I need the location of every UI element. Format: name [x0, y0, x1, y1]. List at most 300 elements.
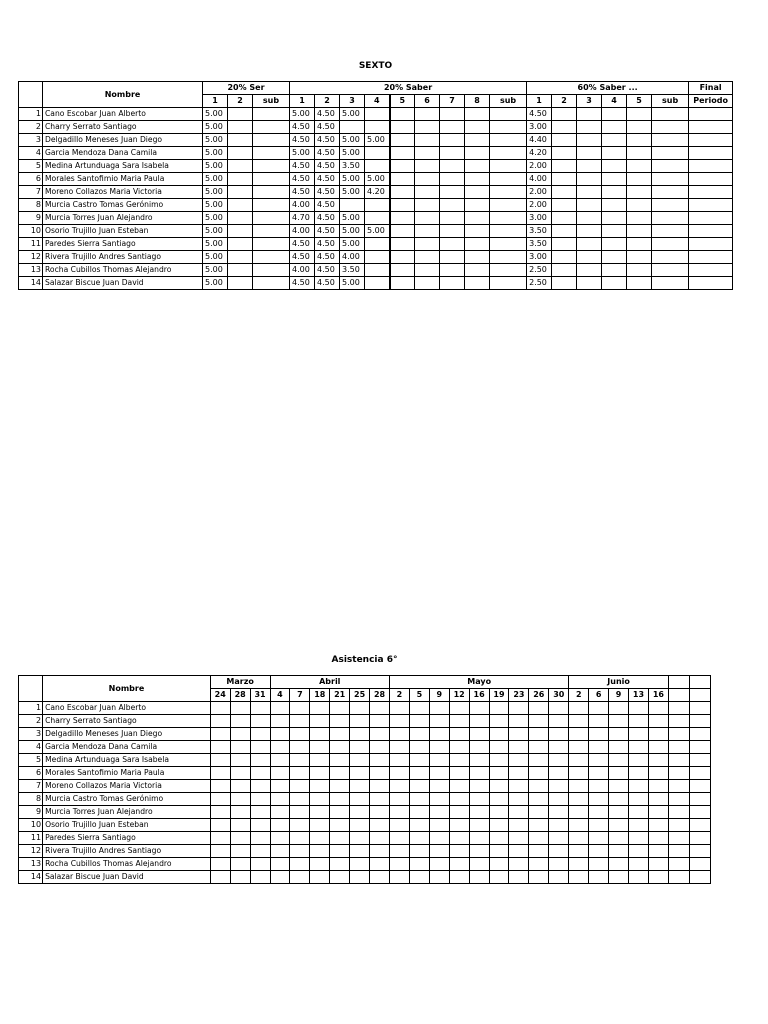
- attendance-cell: [230, 780, 250, 793]
- attendance-cell: [270, 858, 290, 871]
- attendance-cell: [330, 741, 350, 754]
- attendance-cell: [270, 871, 290, 884]
- saber-grade-7: [440, 121, 465, 134]
- attendance-cell: [210, 754, 230, 767]
- saber60-sub: [652, 199, 689, 212]
- attendance-cell: [549, 832, 569, 845]
- attendance-cell: [529, 793, 549, 806]
- ser-grade-1: 5.00: [203, 173, 228, 186]
- attendance-cell: [509, 793, 529, 806]
- attendance-cell: [390, 741, 410, 754]
- saber-grade-8: [465, 251, 490, 264]
- ser-sub: [253, 238, 290, 251]
- attendance-cell: [569, 702, 589, 715]
- saber-grade-8: [465, 212, 490, 225]
- attendance-cell: [210, 819, 230, 832]
- ser-grade-1: 5.00: [203, 212, 228, 225]
- saber60-grade-1: 4.00: [527, 173, 552, 186]
- saber60-grade-1: 4.50: [527, 108, 552, 121]
- grades-header-row: [19, 82, 733, 95]
- saber-grade-8: [465, 199, 490, 212]
- student-name: Murcia Torres Juan Alejandro: [43, 212, 203, 225]
- attendance-cell: [409, 780, 429, 793]
- saber-grade-5: [390, 199, 415, 212]
- attendance-cell: [449, 858, 469, 871]
- day-header: 9: [429, 689, 449, 702]
- saber-grade-3: 5.00: [340, 134, 365, 147]
- attendance-cell: [390, 845, 410, 858]
- day-header: [668, 689, 689, 702]
- attendance-cell: [250, 741, 270, 754]
- attendance-cell: [509, 728, 529, 741]
- saber60-grade-5: [627, 264, 652, 277]
- attendance-cell: [370, 858, 390, 871]
- attendance-cell: [589, 715, 609, 728]
- table-row: [19, 832, 711, 845]
- attendance-cell: [469, 871, 489, 884]
- table-row: [19, 702, 711, 715]
- attendance-cell: [668, 819, 689, 832]
- final-periodo: [689, 186, 733, 199]
- table-row: [19, 741, 711, 754]
- attendance-cell: [668, 715, 689, 728]
- saber-grade-7: [440, 173, 465, 186]
- saber-grade-7: [440, 264, 465, 277]
- saber-grade-3: 5.00: [340, 212, 365, 225]
- attendance-cell: [668, 741, 689, 754]
- saber-sub: [490, 134, 527, 147]
- attendance-cell: [648, 832, 668, 845]
- ser-sub: [253, 147, 290, 160]
- saber-grade-1: 4.50: [290, 251, 315, 264]
- saber-grade-4: [365, 160, 390, 173]
- table-row: [19, 767, 711, 780]
- saber-grade-4: [365, 264, 390, 277]
- saber60-subheader: 2: [552, 95, 577, 108]
- attendance-cell: [390, 767, 410, 780]
- saber-grade-5: [390, 238, 415, 251]
- attendance-cell: [409, 871, 429, 884]
- final-periodo: [689, 264, 733, 277]
- row-number-header: [19, 676, 43, 702]
- saber-grade-7: [440, 199, 465, 212]
- extra-column-header: [668, 676, 689, 689]
- attendance-cell: [290, 715, 310, 728]
- saber-subheader: 8: [465, 95, 490, 108]
- attendance-cell: [549, 767, 569, 780]
- attendance-cell: [310, 741, 330, 754]
- attendance-cell: [509, 767, 529, 780]
- saber-grade-6: [415, 225, 440, 238]
- attendance-cell: [409, 819, 429, 832]
- saber-grade-2: 4.50: [315, 160, 340, 173]
- attendance-cell: [390, 780, 410, 793]
- saber60-grade-2: [552, 186, 577, 199]
- saber60-grade-1: 3.50: [527, 238, 552, 251]
- table-row: [19, 225, 733, 238]
- student-name: Morales Santofimio Maria Paula: [43, 767, 211, 780]
- attendance-cell: [668, 832, 689, 845]
- day-header: 24: [210, 689, 230, 702]
- attendance-cell: [330, 806, 350, 819]
- saber60-grade-1: 3.50: [527, 225, 552, 238]
- table-row: [19, 819, 711, 832]
- attendance-cell: [549, 741, 569, 754]
- student-name: Charry Serrato Santiago: [43, 715, 211, 728]
- saber-grade-6: [415, 173, 440, 186]
- saber60-grade-2: [552, 264, 577, 277]
- row-number: 14: [19, 277, 43, 290]
- final-periodo: [689, 251, 733, 264]
- saber-sub: [490, 277, 527, 290]
- student-name: Murcia Castro Tomas Gerónimo: [43, 793, 211, 806]
- row-number: 10: [19, 225, 43, 238]
- attendance-cell: [350, 728, 370, 741]
- saber-grade-4: 4.20: [365, 186, 390, 199]
- attendance-cell: [489, 832, 509, 845]
- saber-group-header: 20% Saber: [290, 82, 527, 95]
- saber60-grade-4: [602, 121, 627, 134]
- attendance-cell: [409, 741, 429, 754]
- attendance-cell: [648, 858, 668, 871]
- attendance-cell: [310, 871, 330, 884]
- saber60-grade-3: [577, 173, 602, 186]
- row-number: 5: [19, 160, 43, 173]
- attendance-cell: [390, 819, 410, 832]
- attendance-cell: [569, 819, 589, 832]
- saber-grade-7: [440, 225, 465, 238]
- attendance-cell: [648, 793, 668, 806]
- attendance-cell: [230, 832, 250, 845]
- saber60-sub: [652, 212, 689, 225]
- ser-grade-2: [228, 238, 253, 251]
- attendance-cell: [668, 702, 689, 715]
- table-row: [19, 173, 733, 186]
- student-name: Medina Artunduaga Sara Isabela: [43, 754, 211, 767]
- saber60-sub: [652, 121, 689, 134]
- attendance-cell: [330, 702, 350, 715]
- attendance-cell: [469, 806, 489, 819]
- attendance-cell: [529, 871, 549, 884]
- attendance-cell: [569, 767, 589, 780]
- attendance-cell: [668, 845, 689, 858]
- row-number: 4: [19, 147, 43, 160]
- attendance-cell: [529, 819, 549, 832]
- attendance-cell: [350, 702, 370, 715]
- attendance-cell: [250, 819, 270, 832]
- student-name: Osorio Trujillo Juan Esteban: [43, 819, 211, 832]
- attendance-cell: [370, 819, 390, 832]
- attendance-cell: [230, 741, 250, 754]
- attendance-cell: [409, 793, 429, 806]
- attendance-cell: [230, 728, 250, 741]
- saber60-grade-2: [552, 121, 577, 134]
- row-number: 1: [19, 108, 43, 121]
- day-header: 23: [509, 689, 529, 702]
- attendance-cell: [449, 806, 469, 819]
- attendance-cell: [629, 806, 649, 819]
- saber-sub: [490, 160, 527, 173]
- day-header: 4: [270, 689, 290, 702]
- saber-grade-7: [440, 147, 465, 160]
- attendance-cell: [469, 819, 489, 832]
- attendance-cell: [210, 780, 230, 793]
- attendance-cell: [350, 845, 370, 858]
- attendance-cell: [409, 767, 429, 780]
- saber60-grade-5: [627, 186, 652, 199]
- saber-grade-1: 4.50: [290, 173, 315, 186]
- attendance-cell: [409, 832, 429, 845]
- attendance-cell: [689, 845, 710, 858]
- attendance-cell: [290, 754, 310, 767]
- attendance-cell: [310, 806, 330, 819]
- attendance-cell: [469, 832, 489, 845]
- attendance-cell: [529, 715, 549, 728]
- ser-subheader: sub: [253, 95, 290, 108]
- saber-grade-4: [365, 147, 390, 160]
- saber60-grade-4: [602, 147, 627, 160]
- day-header: 30: [549, 689, 569, 702]
- attendance-cell: [449, 767, 469, 780]
- day-header: 18: [310, 689, 330, 702]
- attendance-cell: [589, 871, 609, 884]
- student-name: Medina Artunduaga Sara Isabela: [43, 160, 203, 173]
- attendance-cell: [290, 819, 310, 832]
- attendance-cell: [270, 741, 290, 754]
- saber-grade-5: [390, 160, 415, 173]
- row-number: 7: [19, 186, 43, 199]
- attendance-cell: [370, 845, 390, 858]
- attendance-cell: [210, 845, 230, 858]
- day-header: 9: [609, 689, 629, 702]
- attendance-cell: [589, 728, 609, 741]
- ser-grade-2: [228, 108, 253, 121]
- saber60-grade-5: [627, 277, 652, 290]
- attendance-cell: [370, 741, 390, 754]
- saber60-grade-4: [602, 212, 627, 225]
- attendance-cell: [230, 806, 250, 819]
- attendance-table: [18, 675, 711, 884]
- saber-sub: [490, 264, 527, 277]
- ser-grade-2: [228, 160, 253, 173]
- attendance-cell: [270, 715, 290, 728]
- attendance-cell: [629, 793, 649, 806]
- month-header: Abril: [270, 676, 390, 689]
- attendance-cell: [549, 806, 569, 819]
- attendance-cell: [449, 832, 469, 845]
- attendance-cell: [569, 754, 589, 767]
- saber-grade-5: [390, 277, 415, 290]
- attendance-cell: [370, 754, 390, 767]
- attendance-cell: [529, 806, 549, 819]
- saber60-sub: [652, 160, 689, 173]
- saber-grade-1: 4.50: [290, 134, 315, 147]
- saber-grade-8: [465, 173, 490, 186]
- saber-grade-5: [390, 173, 415, 186]
- table-row: [19, 212, 733, 225]
- saber60-grade-3: [577, 277, 602, 290]
- final-periodo: [689, 212, 733, 225]
- saber-grade-3: [340, 199, 365, 212]
- attendance-cell: [250, 767, 270, 780]
- ser-sub: [253, 277, 290, 290]
- saber60-subheader: 1: [527, 95, 552, 108]
- saber-grade-5: [390, 134, 415, 147]
- attendance-cell: [689, 754, 710, 767]
- row-number: 3: [19, 134, 43, 147]
- attendance-cell: [489, 793, 509, 806]
- attendance-cell: [609, 806, 629, 819]
- attendance-cell: [330, 819, 350, 832]
- attendance-cell: [290, 767, 310, 780]
- attendance-month-row: [19, 676, 711, 689]
- saber-grade-7: [440, 277, 465, 290]
- table-row: [19, 186, 733, 199]
- ser-sub: [253, 225, 290, 238]
- attendance-cell: [449, 845, 469, 858]
- ser-grade-1: 5.00: [203, 238, 228, 251]
- ser-grade-1: 5.00: [203, 264, 228, 277]
- saber-grade-3: 5.00: [340, 186, 365, 199]
- attendance-cell: [310, 832, 330, 845]
- saber-grade-5: [390, 225, 415, 238]
- saber60-grade-5: [627, 108, 652, 121]
- attendance-cell: [469, 702, 489, 715]
- attendance-cell: [429, 767, 449, 780]
- row-number: 2: [19, 121, 43, 134]
- attendance-cell: [689, 858, 710, 871]
- saber-grade-1: 5.00: [290, 147, 315, 160]
- saber-grade-4: [365, 121, 390, 134]
- day-header: 7: [290, 689, 310, 702]
- ser-grade-1: 5.00: [203, 134, 228, 147]
- saber-sub: [490, 199, 527, 212]
- saber-grade-6: [415, 264, 440, 277]
- saber60-grade-4: [602, 238, 627, 251]
- day-header: 12: [449, 689, 469, 702]
- saber60-grade-2: [552, 147, 577, 160]
- attendance-cell: [390, 832, 410, 845]
- attendance-cell: [350, 819, 370, 832]
- row-number-header: [19, 82, 43, 108]
- attendance-cell: [390, 715, 410, 728]
- saber-grade-3: 4.00: [340, 251, 365, 264]
- attendance-cell: [390, 728, 410, 741]
- attendance-cell: [609, 754, 629, 767]
- saber-grade-3: 5.00: [340, 108, 365, 121]
- attendance-cell: [250, 715, 270, 728]
- saber60-grade-3: [577, 147, 602, 160]
- attendance-cell: [350, 715, 370, 728]
- attendance-cell: [549, 793, 569, 806]
- attendance-cell: [629, 715, 649, 728]
- attendance-cell: [569, 845, 589, 858]
- attendance-cell: [668, 806, 689, 819]
- saber-grade-5: [390, 212, 415, 225]
- saber60-sub: [652, 277, 689, 290]
- attendance-cell: [370, 702, 390, 715]
- saber60-sub: [652, 173, 689, 186]
- attendance-cell: [689, 832, 710, 845]
- row-number: 1: [19, 702, 43, 715]
- attendance-cell: [310, 819, 330, 832]
- attendance-cell: [230, 845, 250, 858]
- student-name: Rivera Trujillo Andres Santiago: [43, 251, 203, 264]
- attendance-cell: [449, 780, 469, 793]
- attendance-cell: [589, 858, 609, 871]
- ser-sub: [253, 173, 290, 186]
- saber60-grade-5: [627, 160, 652, 173]
- attendance-cell: [270, 793, 290, 806]
- attendance-cell: [330, 793, 350, 806]
- attendance-cell: [609, 715, 629, 728]
- saber-grade-7: [440, 108, 465, 121]
- row-number: 2: [19, 715, 43, 728]
- ser-grade-2: [228, 199, 253, 212]
- saber-grade-8: [465, 186, 490, 199]
- ser-sub: [253, 264, 290, 277]
- student-name: Garcia Mendoza Dana Camila: [43, 741, 211, 754]
- attendance-cell: [529, 702, 549, 715]
- saber-subheader: 1: [290, 95, 315, 108]
- attendance-cell: [668, 754, 689, 767]
- ser-grade-2: [228, 212, 253, 225]
- saber-grade-4: [365, 238, 390, 251]
- ser-grade-2: [228, 277, 253, 290]
- row-number: 5: [19, 754, 43, 767]
- attendance-cell: [270, 780, 290, 793]
- attendance-cell: [529, 845, 549, 858]
- attendance-cell: [290, 793, 310, 806]
- attendance-cell: [648, 728, 668, 741]
- final-periodo: [689, 277, 733, 290]
- attendance-cell: [689, 793, 710, 806]
- saber60-grade-5: [627, 147, 652, 160]
- attendance-cell: [429, 702, 449, 715]
- table-row: [19, 134, 733, 147]
- attendance-cell: [390, 871, 410, 884]
- attendance-cell: [489, 871, 509, 884]
- saber-grade-2: 4.50: [315, 251, 340, 264]
- saber-grade-2: 4.50: [315, 186, 340, 199]
- attendance-cell: [569, 793, 589, 806]
- saber-grade-5: [390, 108, 415, 121]
- ser-grade-1: 5.00: [203, 277, 228, 290]
- attendance-cell: [489, 754, 509, 767]
- attendance-cell: [290, 741, 310, 754]
- student-name: Murcia Castro Tomas Gerónimo: [43, 199, 203, 212]
- final-periodo: [689, 199, 733, 212]
- attendance-cell: [689, 871, 710, 884]
- attendance-cell: [609, 702, 629, 715]
- student-name: Moreno Collazos Maria Victoria: [43, 780, 211, 793]
- attendance-cell: [390, 858, 410, 871]
- final-periodo: [689, 225, 733, 238]
- student-name: Salazar Biscue Juan David: [43, 871, 211, 884]
- table-row: [19, 264, 733, 277]
- saber60-subheader: sub: [652, 95, 689, 108]
- table-row: [19, 845, 711, 858]
- saber60-sub: [652, 225, 689, 238]
- attendance-cell: [689, 741, 710, 754]
- student-name: Paredes Sierra Santiago: [43, 832, 211, 845]
- saber-grade-2: 4.50: [315, 199, 340, 212]
- attendance-cell: [210, 767, 230, 780]
- attendance-cell: [509, 871, 529, 884]
- attendance-cell: [549, 819, 569, 832]
- attendance-cell: [589, 741, 609, 754]
- table-row: [19, 277, 733, 290]
